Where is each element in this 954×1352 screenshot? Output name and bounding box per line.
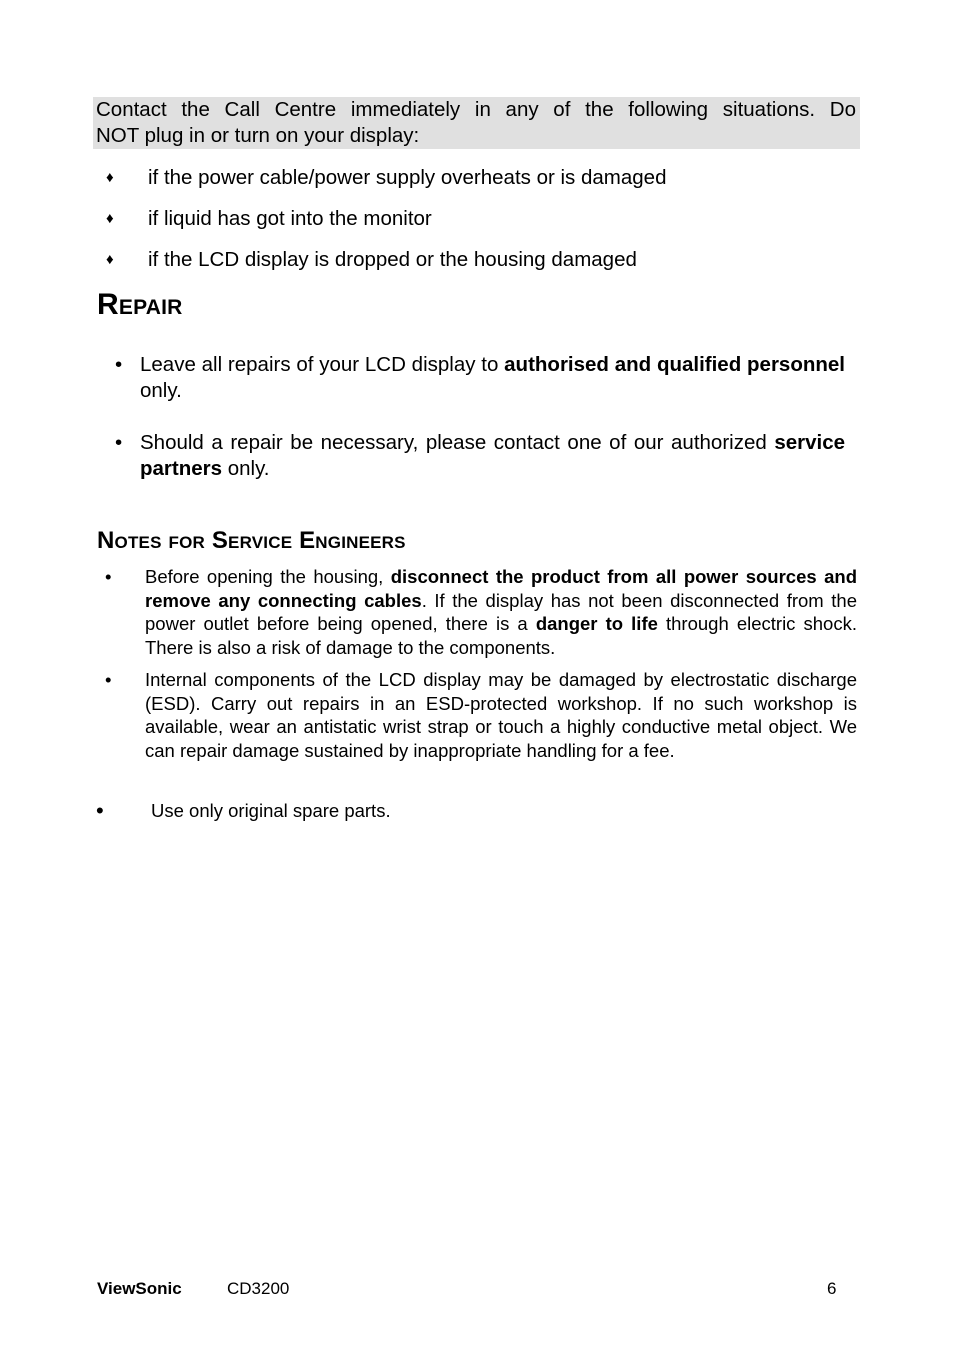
notice-line-1: Contact the Call Centre immediately in any of the following situations. Do bbox=[96, 98, 856, 121]
situation-text: if liquid has got into the monitor bbox=[148, 207, 432, 230]
repair-item bbox=[115, 352, 845, 404]
bullet-icon: • bbox=[115, 353, 123, 376]
note-item bbox=[105, 565, 857, 659]
repair-item bbox=[115, 430, 845, 482]
page-number: 6 bbox=[827, 1279, 837, 1298]
note-item-text: Internal components of the LCD display may be damaged by electrostatic discharge (ESD). Carry out repairs in an ESD-protected workshop. If no such workshop is available, wear an antistatic wrist strap or touch a highly conductive metal object. We can repair damage sustained by inappropriate handling for a fee. bbox=[145, 669, 857, 761]
repair-heading: Repair bbox=[97, 288, 183, 321]
bullet-icon: • bbox=[105, 566, 112, 587]
footer-brand: ViewSonic bbox=[97, 1279, 182, 1298]
repair-item-text: Should a repair be necessary, please contact one of our authorized service partners only. bbox=[140, 431, 845, 480]
diamond-bullet-icon: ♦ bbox=[106, 251, 114, 268]
bullet-icon: • bbox=[96, 798, 104, 823]
note-item bbox=[105, 668, 857, 762]
notes-heading: Notes for Service Engineers bbox=[97, 527, 406, 554]
bullet-icon: • bbox=[115, 431, 123, 454]
diamond-bullet-icon: ♦ bbox=[106, 169, 114, 186]
notice-line-2: NOT plug in or turn on your display: bbox=[96, 124, 420, 147]
repair-item-text: Leave all repairs of your LCD display to authorised and qualified personnel only. bbox=[140, 353, 845, 402]
note-item-text: Use only original spare parts. bbox=[151, 800, 391, 821]
diamond-bullet-icon: ♦ bbox=[106, 210, 114, 227]
bullet-icon: • bbox=[105, 669, 112, 690]
situation-text: if the LCD display is dropped or the housing damaged bbox=[148, 248, 637, 271]
note-item-text: Before opening the housing, disconnect the product from all power sources and remove any connecting cables. If the display has not been disconnected from the power outlet before being opened, there is a danger to life through electric shock. There is also a risk of damage to the components. bbox=[145, 566, 857, 658]
footer-model: CD3200 bbox=[227, 1279, 290, 1298]
call-centre-notice bbox=[93, 97, 860, 149]
situation-text: if the power cable/power supply overheats or is damaged bbox=[148, 166, 667, 189]
